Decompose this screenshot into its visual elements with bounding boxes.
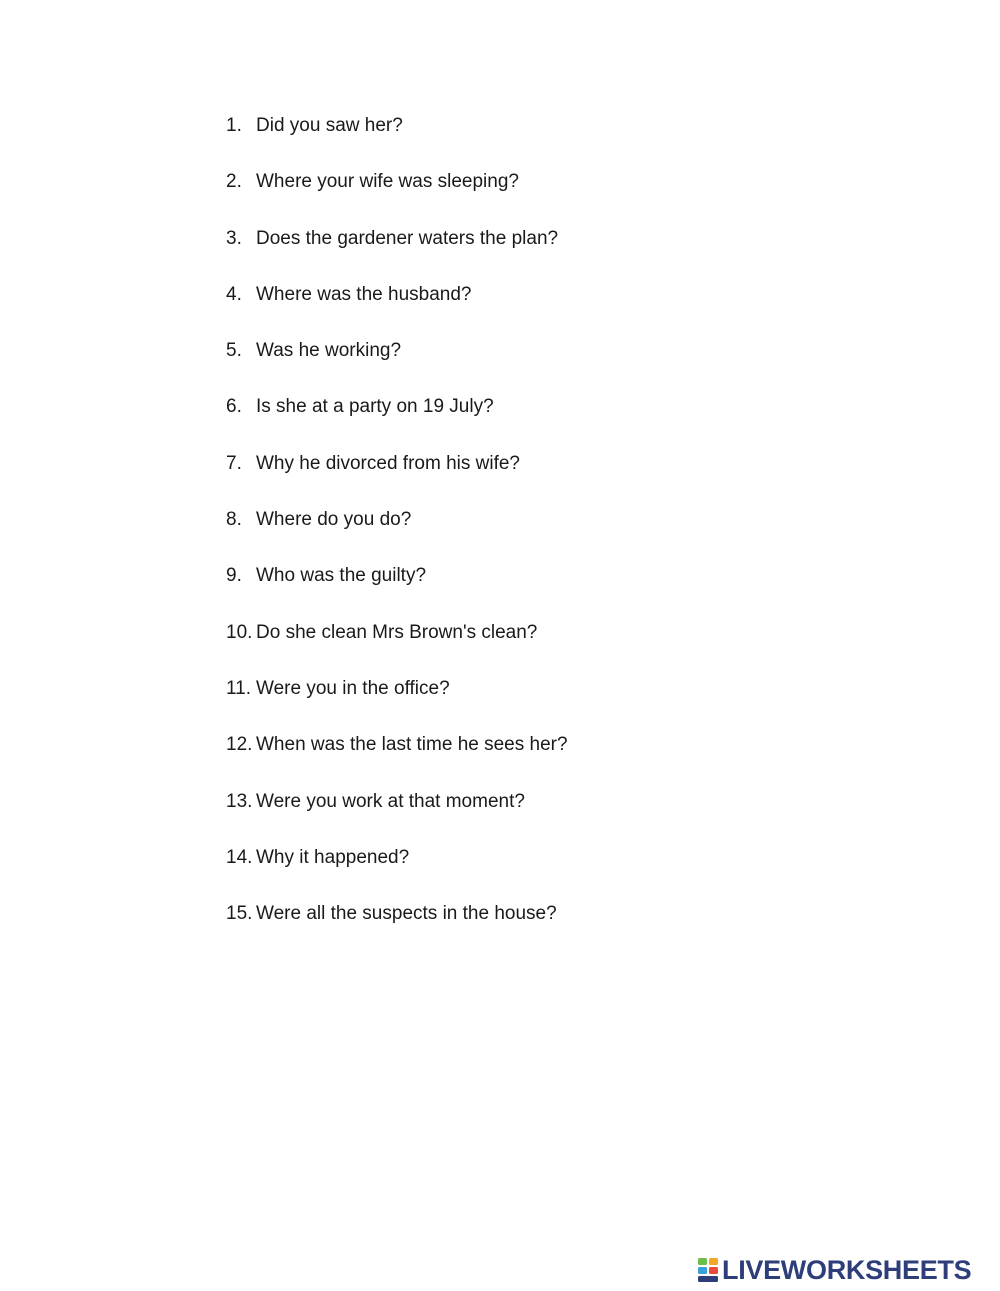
question-item-11 <box>226 677 568 733</box>
question-list <box>226 114 568 958</box>
question-number: 2. <box>226 171 242 193</box>
question-number: 11. <box>226 677 252 699</box>
question-item-14 <box>226 846 568 902</box>
question-number: 8. <box>226 509 242 531</box>
question-text: Did you saw her? <box>256 115 403 136</box>
question-number: 3. <box>226 227 242 249</box>
question-number: 9. <box>226 565 242 587</box>
question-text: Who was the guilty? <box>256 565 427 587</box>
question-number: 7. <box>226 452 242 474</box>
liveworksheets-logo-icon <box>697 1257 719 1283</box>
question-number: 4. <box>226 283 242 305</box>
liveworksheets-logo <box>697 1255 971 1285</box>
question-number: 10. <box>226 621 253 643</box>
question-item-5 <box>226 339 568 395</box>
question-text: Where your wife was sleeping? <box>256 171 519 193</box>
question-text: Where was the husband? <box>256 283 472 305</box>
question-item-12 <box>226 733 568 789</box>
question-item-1 <box>226 114 568 170</box>
question-number: 6. <box>226 396 242 418</box>
question-text: Why he divorced from his wife? <box>256 452 520 474</box>
question-item-3 <box>226 227 568 283</box>
question-number: 14. <box>226 846 253 868</box>
question-number: 13. <box>226 790 253 812</box>
question-text: Were you in the office? <box>256 677 450 699</box>
question-text: Why it happened? <box>256 846 410 868</box>
question-item-10 <box>226 621 568 677</box>
question-text: Is she at a party on 19 July? <box>256 396 494 418</box>
question-text: Were all the suspects in the house? <box>256 903 557 925</box>
question-item-8 <box>226 508 568 564</box>
question-text: Do she clean Mrs Brown's clean? <box>256 621 538 643</box>
question-item-9 <box>226 564 568 620</box>
question-item-13 <box>226 790 568 846</box>
question-item-4 <box>226 283 568 339</box>
question-text: When was the last time he sees her? <box>256 734 568 756</box>
brand-name: LIVEWORKSHEETS <box>722 1255 972 1285</box>
question-number: 15. <box>226 903 253 925</box>
question-item-7 <box>226 452 568 508</box>
question-item-2 <box>226 170 568 226</box>
question-number: 12. <box>226 734 253 756</box>
question-text: Were you work at that moment? <box>256 790 525 812</box>
question-text: Was he working? <box>256 340 402 362</box>
question-item-6 <box>226 395 568 451</box>
question-item-15 <box>226 902 568 958</box>
question-number: 1. <box>226 115 242 136</box>
question-text: Does the gardener waters the plan? <box>256 227 559 249</box>
question-text: Where do you do? <box>256 509 412 531</box>
question-number: 5. <box>226 340 242 362</box>
